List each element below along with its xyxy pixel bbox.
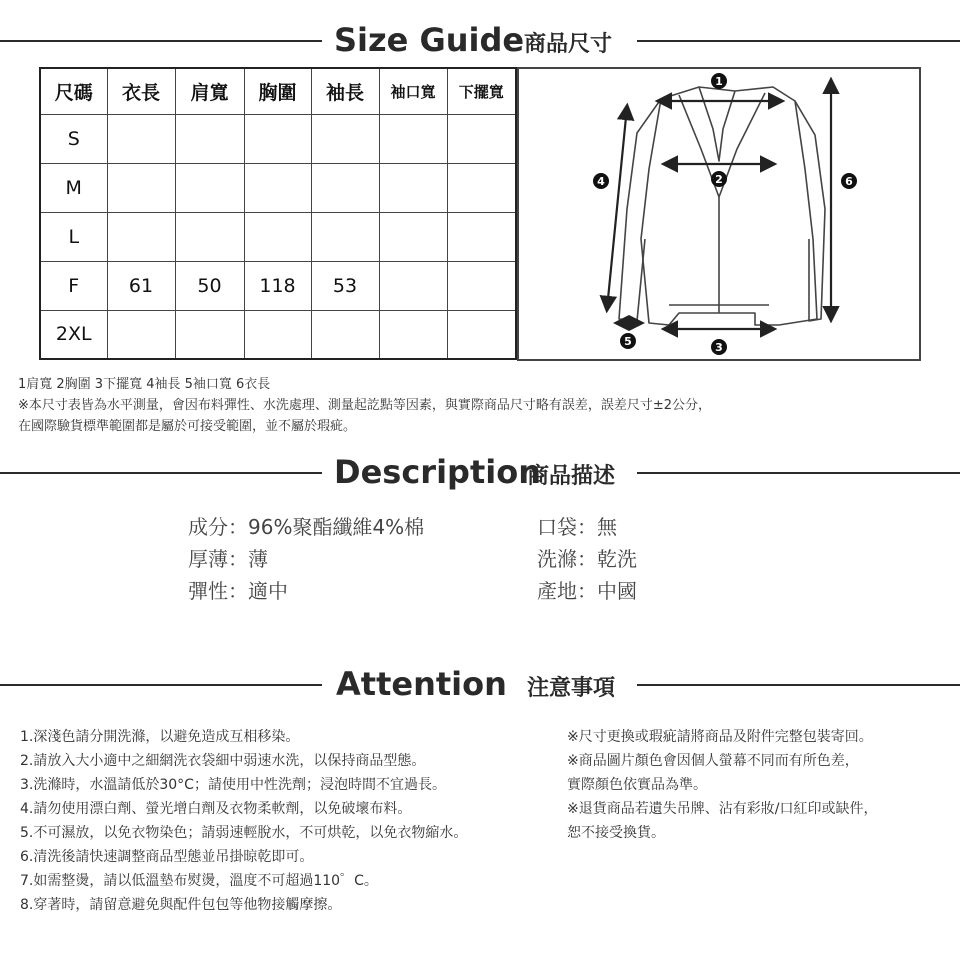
header-chest: 胸圍: [244, 68, 311, 114]
table-cell: [107, 114, 175, 163]
table-cell: [379, 310, 447, 359]
attention-title: Attention: [336, 665, 507, 703]
table-cell: [107, 212, 175, 261]
table-cell: 53: [311, 261, 379, 310]
size-cell: S: [40, 114, 107, 163]
header-length: 衣長: [107, 68, 175, 114]
list-item: 6.清洗後請快速調整商品型態並吊掛晾乾即可。: [20, 849, 314, 865]
marker-4: 4: [597, 175, 605, 188]
description-title-zh: 商品描述: [527, 464, 616, 489]
table-cell: [379, 114, 447, 163]
table-cell: [379, 163, 447, 212]
header-cuff: 袖口寬: [379, 68, 447, 114]
divider-right: [637, 684, 960, 686]
divider-left: [0, 684, 322, 686]
size-note-line: ※本尺寸表皆為水平測量，會因布料彈性、水洗處理、測量起訖點等因素，與實際商品尺寸略有誤差，誤差尺寸±2公分，: [18, 398, 712, 413]
list-item: 恕不接受換貨。: [567, 825, 665, 841]
size-cell: L: [40, 212, 107, 261]
divider-right: [637, 40, 960, 42]
size-cell: 2XL: [40, 310, 107, 359]
table-cell: 118: [244, 261, 311, 310]
table-cell: [379, 261, 447, 310]
table-cell: [447, 212, 516, 261]
description-title: Description: [334, 453, 541, 491]
table-cell: [244, 310, 311, 359]
list-item: 5.不可濕放，以免衣物染色；請弱速輕脫水，不可烘乾，以免衣物縮水。: [20, 825, 468, 841]
list-item: ※尺寸更換或瑕疵請將商品及附件完整包裝寄回。: [567, 729, 873, 745]
size-cell: M: [40, 163, 107, 212]
table-cell: [447, 261, 516, 310]
table-cell: [244, 163, 311, 212]
table-cell: [447, 163, 516, 212]
desc-material: 成分：96%聚酯纖維4%棉: [188, 515, 425, 539]
list-item: 2.請放入大小適中之細網洗衣袋細中弱速水洗，以保持商品型態。: [20, 753, 426, 769]
marker-5: 5: [624, 335, 632, 348]
desc-washing: 洗滌：乾洗: [537, 547, 637, 571]
table-row: [40, 163, 516, 212]
size-cell: F: [40, 261, 107, 310]
table-cell: [447, 310, 516, 359]
table-cell: 50: [175, 261, 244, 310]
marker-2: 2: [715, 173, 723, 186]
size-guide-header: [0, 20, 960, 60]
return-policy: [567, 725, 877, 845]
marker-3: 3: [715, 341, 723, 354]
divider-left: [0, 472, 322, 474]
table-cell: [311, 114, 379, 163]
size-table: [39, 67, 517, 360]
table-cell: 61: [107, 261, 175, 310]
table-cell: [175, 114, 244, 163]
size-guide-title-zh: 商品尺寸: [524, 32, 613, 57]
description-header: [0, 452, 960, 492]
table-row: [40, 261, 516, 310]
size-table-header-row: [40, 68, 516, 114]
garment-diagram: [517, 67, 921, 361]
table-row: [40, 310, 516, 359]
marker-1: 1: [715, 75, 723, 88]
measurement-legend: 1肩寬 2胸圍 3下擺寬 4袖長 5袖口寬 6衣長: [18, 377, 271, 392]
list-item: 8.穿著時，請留意避免與配件包包等他物接觸摩擦。: [20, 897, 342, 913]
table-cell: [311, 310, 379, 359]
table-cell: [107, 310, 175, 359]
list-item: 3.洗滌時，水溫請低於30°C；請使用中性洗劑；浸泡時間不宜過長。: [20, 777, 446, 793]
divider-left: [0, 40, 322, 42]
cardigan-sketch-icon: [519, 69, 919, 359]
list-item: 實際顏色依實品為準。: [567, 777, 707, 793]
desc-thickness: 厚薄：薄: [188, 547, 268, 571]
list-item: 1.深淺色請分開洗滌，以避免造成互相移染。: [20, 729, 300, 745]
table-row: [40, 212, 516, 261]
attention-header: [0, 664, 960, 704]
table-row: [40, 114, 516, 163]
header-sleeve: 袖長: [311, 68, 379, 114]
header-size: 尺碼: [40, 68, 107, 114]
table-cell: [175, 212, 244, 261]
table-cell: [447, 114, 516, 163]
desc-origin: 產地：中國: [537, 579, 637, 603]
list-item: ※退貨商品若遺失吊牌、沾有彩妝/口紅印或缺件，: [567, 801, 878, 817]
size-note-line: 在國際驗貨標準範圍都是屬於可接受範圍，並不屬於瑕疵。: [18, 419, 357, 434]
table-cell: [311, 163, 379, 212]
list-item: 7.如需整燙，請以低溫墊布熨燙，溫度不可超過110゜C。: [20, 873, 378, 889]
table-cell: [107, 163, 175, 212]
table-cell: [175, 163, 244, 212]
size-notes: [18, 374, 711, 437]
divider-right: [637, 472, 960, 474]
care-instructions: [20, 725, 467, 917]
marker-6: 6: [845, 175, 853, 188]
list-item: ※商品圖片顏色會因個人螢幕不同而有所色差，: [567, 753, 859, 769]
desc-pocket: 口袋：無: [537, 515, 617, 539]
desc-elasticity: 彈性：適中: [188, 579, 288, 603]
table-cell: [311, 212, 379, 261]
list-item: 4.請勿使用漂白劑、螢光增白劑及衣物柔軟劑，以免破壞布料。: [20, 801, 412, 817]
table-cell: [244, 114, 311, 163]
header-shoulder: 肩寬: [175, 68, 244, 114]
size-guide-title: Size Guide: [334, 21, 525, 59]
table-cell: [379, 212, 447, 261]
header-hem: 下擺寬: [447, 68, 516, 114]
table-cell: [244, 212, 311, 261]
attention-title-zh: 注意事項: [527, 676, 616, 701]
table-cell: [175, 310, 244, 359]
